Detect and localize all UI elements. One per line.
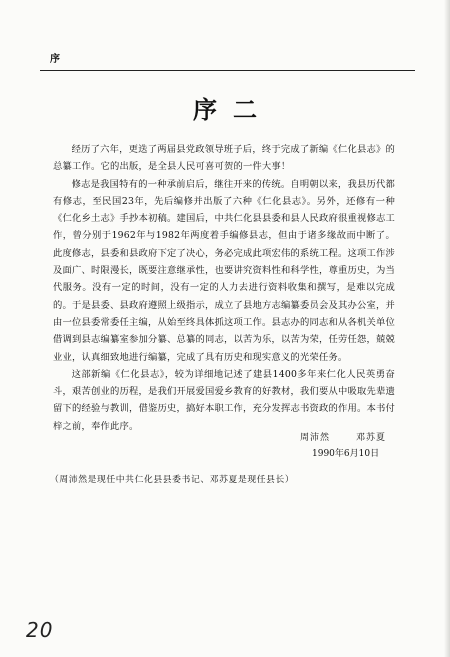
signature-line: [300, 430, 386, 443]
signature-date: 1990年6月10日: [312, 449, 380, 459]
paragraph: 修志是我国特有的一种承前启后，继往开来的传统。自明朝以来，我县历代都有修志，至民国23年，先后编修并出版了六种《仁化县志》。另外，还修有一种《仁化乡土志》手抄本初稿。建国后，中共仁化县县委和县人民政府很重视修志工作，曾分别于1962年与1982年两度着手编修县志，但由于诸多缘故而中断了。此度修志，县委和县政府下定了决心，务必完成此项宏伟的系统工程。这项工作涉及面广、时限漫长，既要注意继承性，也要讲究资料性和科学性，尊重历史，为当代服务。没有一定的时间，没有一定的人力去进行资料收集和撰写，是难以完成的。于是县委、县政府遵照上级指示，成立了县地方志编纂委员会及其办公室，并由一位县委常委任主编，从始至终具体抓这项工作。县志办的同志和从各机关单位借调到县志编纂室参加分纂、总纂的同志，以苦为乐，以苦为荣，任劳任怨，兢兢业业，认真细致地进行编纂，完成了具有历史和现实意义的光荣任务。: [53, 178, 395, 363]
preface-body: [53, 141, 395, 435]
signer-name: 周沛然: [300, 433, 331, 443]
footnote: （周沛然是现任中共仁化县县委书记、邓苏夏是现任县长）: [50, 475, 295, 485]
header-rule: [40, 70, 415, 71]
paragraph: 经历了六年，更迭了两届县党政领导班子后，终于完成了新编《仁化县志》的总纂工作。它的出版，是全县人民可喜可贺的一件大事！: [53, 144, 395, 173]
running-head: 序: [50, 54, 61, 65]
page-title: 序二: [193, 96, 273, 124]
handwritten-page-number: 20: [26, 618, 54, 642]
signer-name: 邓苏夏: [356, 433, 387, 443]
paragraph: 这部新编《仁化县志》，较为详细地记述了建县1400多年来仁化人民英勇奋斗，艰苦创业的历程，是我们开展爱国爱乡教育的好教材，我们要从中吸取先辈遗留下的经验与教训，借鉴历史，搞好本职工作，充分发挥志书资政的作用。本书付梓之前，奉作此序。: [53, 368, 395, 432]
